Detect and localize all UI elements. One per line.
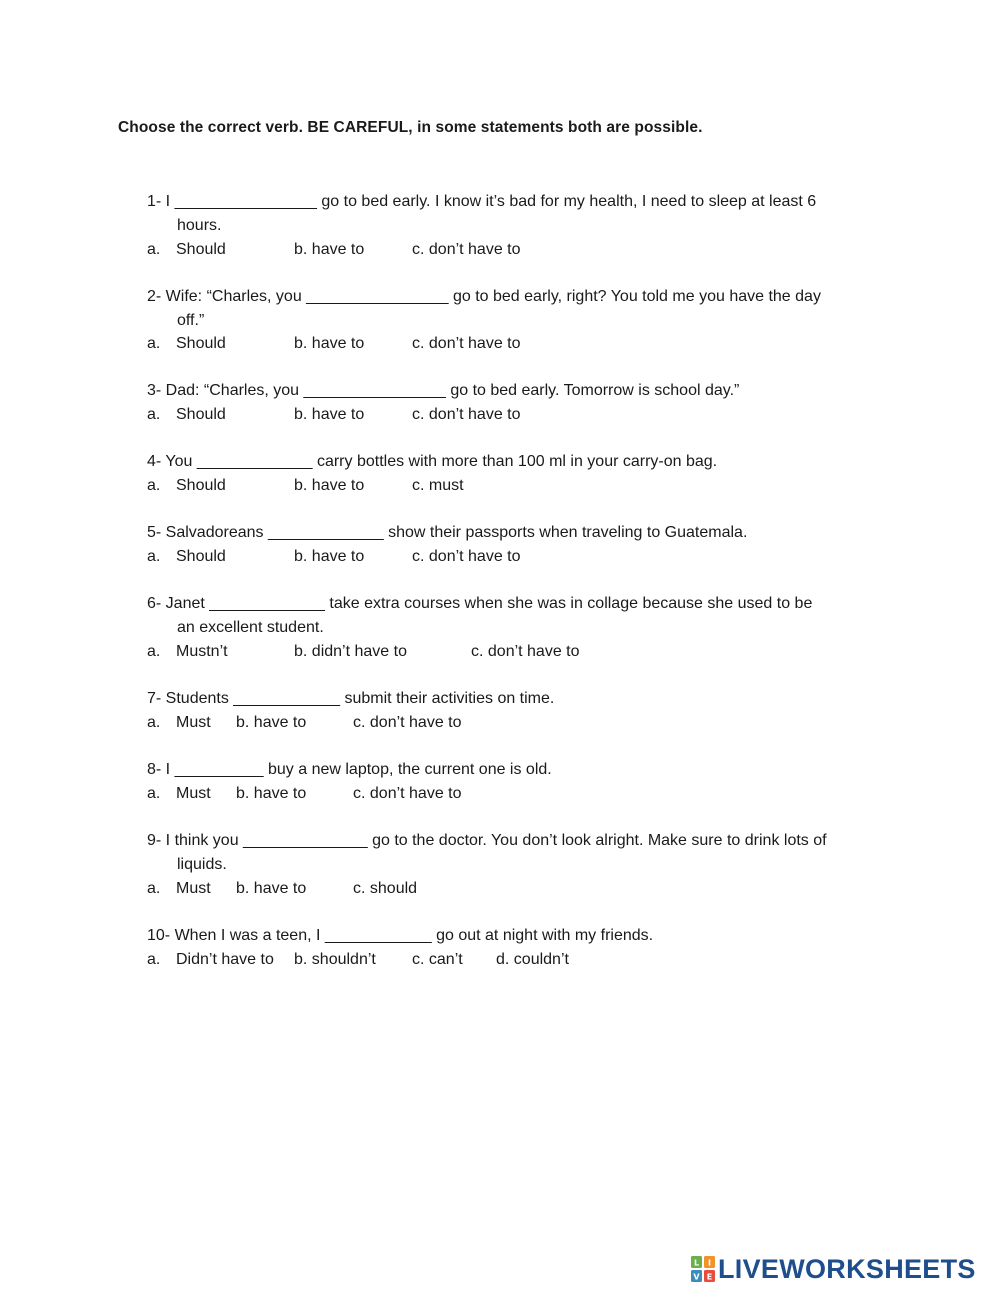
question-text-continued: hours.: [177, 217, 222, 234]
option-letter-a: a.: [147, 643, 161, 660]
question-text: 1- I ________________ go to bed early. I know it’s bad for my health, I need to sleep at least 6: [147, 193, 817, 210]
question-text: 5- Salvadoreans _____________ show their passports when traveling to Guatemala.: [147, 524, 748, 541]
question-text: 4- You _____________ carry bottles with more than 100 ml in your carry-on bag.: [147, 453, 718, 470]
option-a[interactable]: Should: [176, 241, 226, 258]
option-b[interactable]: b. didn’t have to: [294, 643, 407, 660]
question-text-continued: off.”: [177, 312, 205, 329]
question-text: 9- I think you ______________ go to the doctor. You don’t look alright. Make sure to drink lots of: [147, 832, 827, 849]
option-a[interactable]: Should: [176, 477, 226, 494]
option-b[interactable]: b. have to: [236, 785, 307, 802]
option-a[interactable]: Mustn’t: [176, 643, 228, 660]
option-c[interactable]: c. don’t have to: [412, 406, 521, 423]
question-text: 8- I __________ buy a new laptop, the current one is old.: [147, 761, 552, 778]
option-c[interactable]: c. don’t have to: [471, 643, 580, 660]
option-letter-a: a.: [147, 880, 161, 897]
option-c[interactable]: c. don’t have to: [353, 714, 462, 731]
option-a[interactable]: Should: [176, 548, 226, 565]
option-b[interactable]: b. have to: [294, 477, 365, 494]
option-b[interactable]: b. have to: [294, 335, 365, 352]
option-c[interactable]: c. don’t have to: [412, 548, 521, 565]
option-a[interactable]: Must: [176, 714, 211, 731]
option-letter-a: a.: [147, 785, 161, 802]
option-letter-a: a.: [147, 714, 161, 731]
question-text-continued: liquids.: [177, 856, 227, 873]
option-letter-a: a.: [147, 477, 161, 494]
option-letter-a: a.: [147, 241, 161, 258]
option-a[interactable]: Should: [176, 406, 226, 423]
question-text: 2- Wife: “Charles, you ________________ go to bed early, right? You told me you have the day: [147, 288, 821, 305]
question-text: 7- Students ____________ submit their activities on time.: [147, 690, 555, 707]
option-b[interactable]: b. have to: [294, 241, 365, 258]
option-letter-a: a.: [147, 951, 161, 968]
option-letter-a: a.: [147, 406, 161, 423]
option-a[interactable]: Must: [176, 785, 211, 802]
option-c[interactable]: c. don’t have to: [412, 335, 521, 352]
option-letter-a: a.: [147, 335, 161, 352]
instructions-heading: Choose the correct verb. BE CAREFUL, in some statements both are possible.: [118, 119, 703, 136]
liveworksheets-logo: [691, 1254, 976, 1284]
option-b[interactable]: b. shouldn’t: [294, 951, 376, 968]
option-c[interactable]: c. don’t have to: [353, 785, 462, 802]
option-d[interactable]: d. couldn’t: [496, 951, 569, 968]
question-text: 3- Dad: “Charles, you ________________ go to bed early. Tomorrow is school day.”: [147, 382, 740, 399]
option-c[interactable]: c. don’t have to: [412, 241, 521, 258]
option-c[interactable]: c. can’t: [412, 951, 463, 968]
option-a[interactable]: Didn’t have to: [176, 951, 274, 968]
option-a[interactable]: Should: [176, 335, 226, 352]
question-text: 6- Janet _____________ take extra courses when she was in collage because she used to be: [147, 595, 813, 612]
question-text-continued: an excellent student.: [177, 619, 324, 636]
option-letter-a: a.: [147, 548, 161, 565]
option-b[interactable]: b. have to: [236, 880, 307, 897]
option-c[interactable]: c. must: [412, 477, 464, 494]
cube-letter-v: V: [693, 1272, 700, 1282]
logo-cubes-icon: [691, 1256, 715, 1282]
logo-text: LIVEWORKSHEETS: [718, 1254, 976, 1284]
option-b[interactable]: b. have to: [294, 548, 365, 565]
cube-letter-l: L: [693, 1258, 700, 1268]
cube-letter-i: I: [708, 1258, 711, 1268]
cube-letter-e: E: [706, 1272, 713, 1282]
question-text: 10- When I was a teen, I ____________ go out at night with my friends.: [147, 927, 654, 944]
option-b[interactable]: b. have to: [294, 406, 365, 423]
option-c[interactable]: c. should: [353, 880, 418, 897]
option-a[interactable]: Must: [176, 880, 211, 897]
option-b[interactable]: b. have to: [236, 714, 307, 731]
